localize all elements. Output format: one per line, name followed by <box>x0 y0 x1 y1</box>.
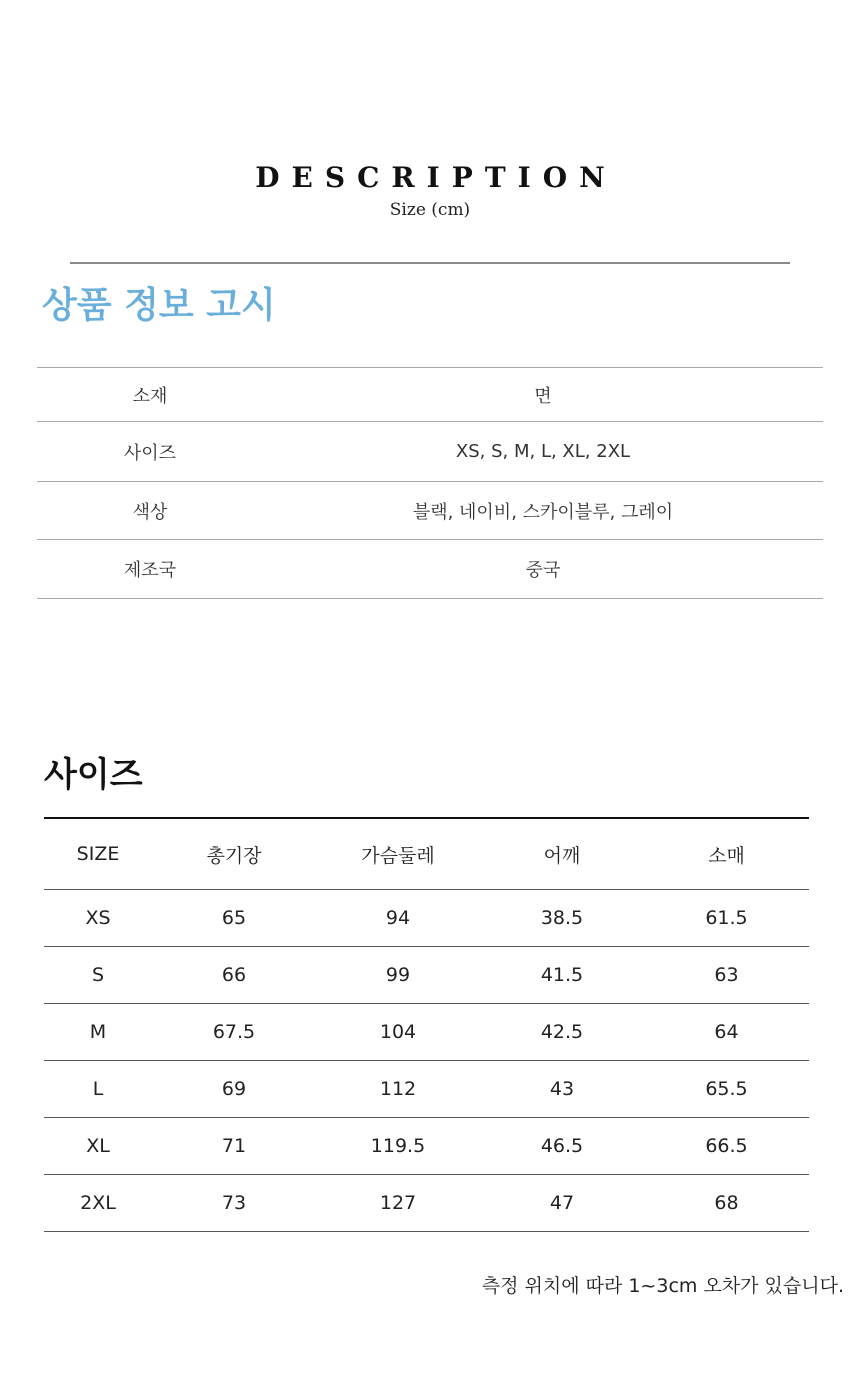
cell-size: S <box>44 947 152 1004</box>
cell-total-length: 69 <box>152 1061 316 1118</box>
description-subtitle: Size (cm) <box>389 200 471 220</box>
cell-chest: 104 <box>316 1004 480 1061</box>
cell-total-length: 65 <box>152 890 316 947</box>
size-header-row <box>44 818 809 890</box>
table-row <box>44 1061 809 1118</box>
cell-size: M <box>44 1004 152 1061</box>
cell-size: XS <box>44 890 152 947</box>
table-row <box>44 1118 809 1175</box>
product-info-table <box>37 367 823 599</box>
cell-chest: 112 <box>316 1061 480 1118</box>
info-label: 제조국 <box>37 540 263 599</box>
size-chart-heading: 사이즈 <box>44 755 143 795</box>
header-total-length: 총기장 <box>152 818 316 890</box>
info-value: 블랙, 네이비, 스카이블루, 그레이 <box>263 482 823 540</box>
header-shoulder: 어깨 <box>480 818 644 890</box>
cell-size: 2XL <box>44 1175 152 1232</box>
cell-chest: 99 <box>316 947 480 1004</box>
cell-shoulder: 41.5 <box>480 947 644 1004</box>
description-title: DESCRIPTION <box>255 161 617 194</box>
size-chart-table <box>44 817 809 1232</box>
cell-shoulder: 42.5 <box>480 1004 644 1061</box>
info-row-material <box>37 368 823 422</box>
header-chest: 가슴둘레 <box>316 818 480 890</box>
info-row-color <box>37 482 823 540</box>
cell-chest: 94 <box>316 890 480 947</box>
info-label: 소재 <box>37 368 263 422</box>
section-divider <box>70 262 790 264</box>
info-value: XS, S, M, L, XL, 2XL <box>263 422 823 482</box>
measurement-note: 측정 위치에 따라 1~3cm 오차가 있습니다. <box>481 1275 844 1297</box>
info-value: 면 <box>263 368 823 422</box>
info-value: 중국 <box>263 540 823 599</box>
header-sleeve: 소매 <box>644 818 809 890</box>
cell-shoulder: 46.5 <box>480 1118 644 1175</box>
table-row <box>44 890 809 947</box>
header-size: SIZE <box>44 818 152 890</box>
cell-chest: 119.5 <box>316 1118 480 1175</box>
cell-shoulder: 38.5 <box>480 890 644 947</box>
cell-total-length: 71 <box>152 1118 316 1175</box>
cell-sleeve: 61.5 <box>644 890 809 947</box>
info-row-origin <box>37 540 823 599</box>
cell-shoulder: 47 <box>480 1175 644 1232</box>
cell-chest: 127 <box>316 1175 480 1232</box>
cell-sleeve: 63 <box>644 947 809 1004</box>
product-info-heading: 상품 정보 고시 <box>42 285 276 326</box>
info-row-size <box>37 422 823 482</box>
cell-total-length: 73 <box>152 1175 316 1232</box>
cell-sleeve: 64 <box>644 1004 809 1061</box>
cell-size: XL <box>44 1118 152 1175</box>
cell-size: L <box>44 1061 152 1118</box>
info-label: 사이즈 <box>37 422 263 482</box>
table-row <box>44 947 809 1004</box>
cell-shoulder: 43 <box>480 1061 644 1118</box>
info-label: 색상 <box>37 482 263 540</box>
cell-total-length: 67.5 <box>152 1004 316 1061</box>
cell-sleeve: 68 <box>644 1175 809 1232</box>
cell-sleeve: 65.5 <box>644 1061 809 1118</box>
table-row <box>44 1004 809 1061</box>
cell-sleeve: 66.5 <box>644 1118 809 1175</box>
cell-total-length: 66 <box>152 947 316 1004</box>
table-row <box>44 1175 809 1232</box>
